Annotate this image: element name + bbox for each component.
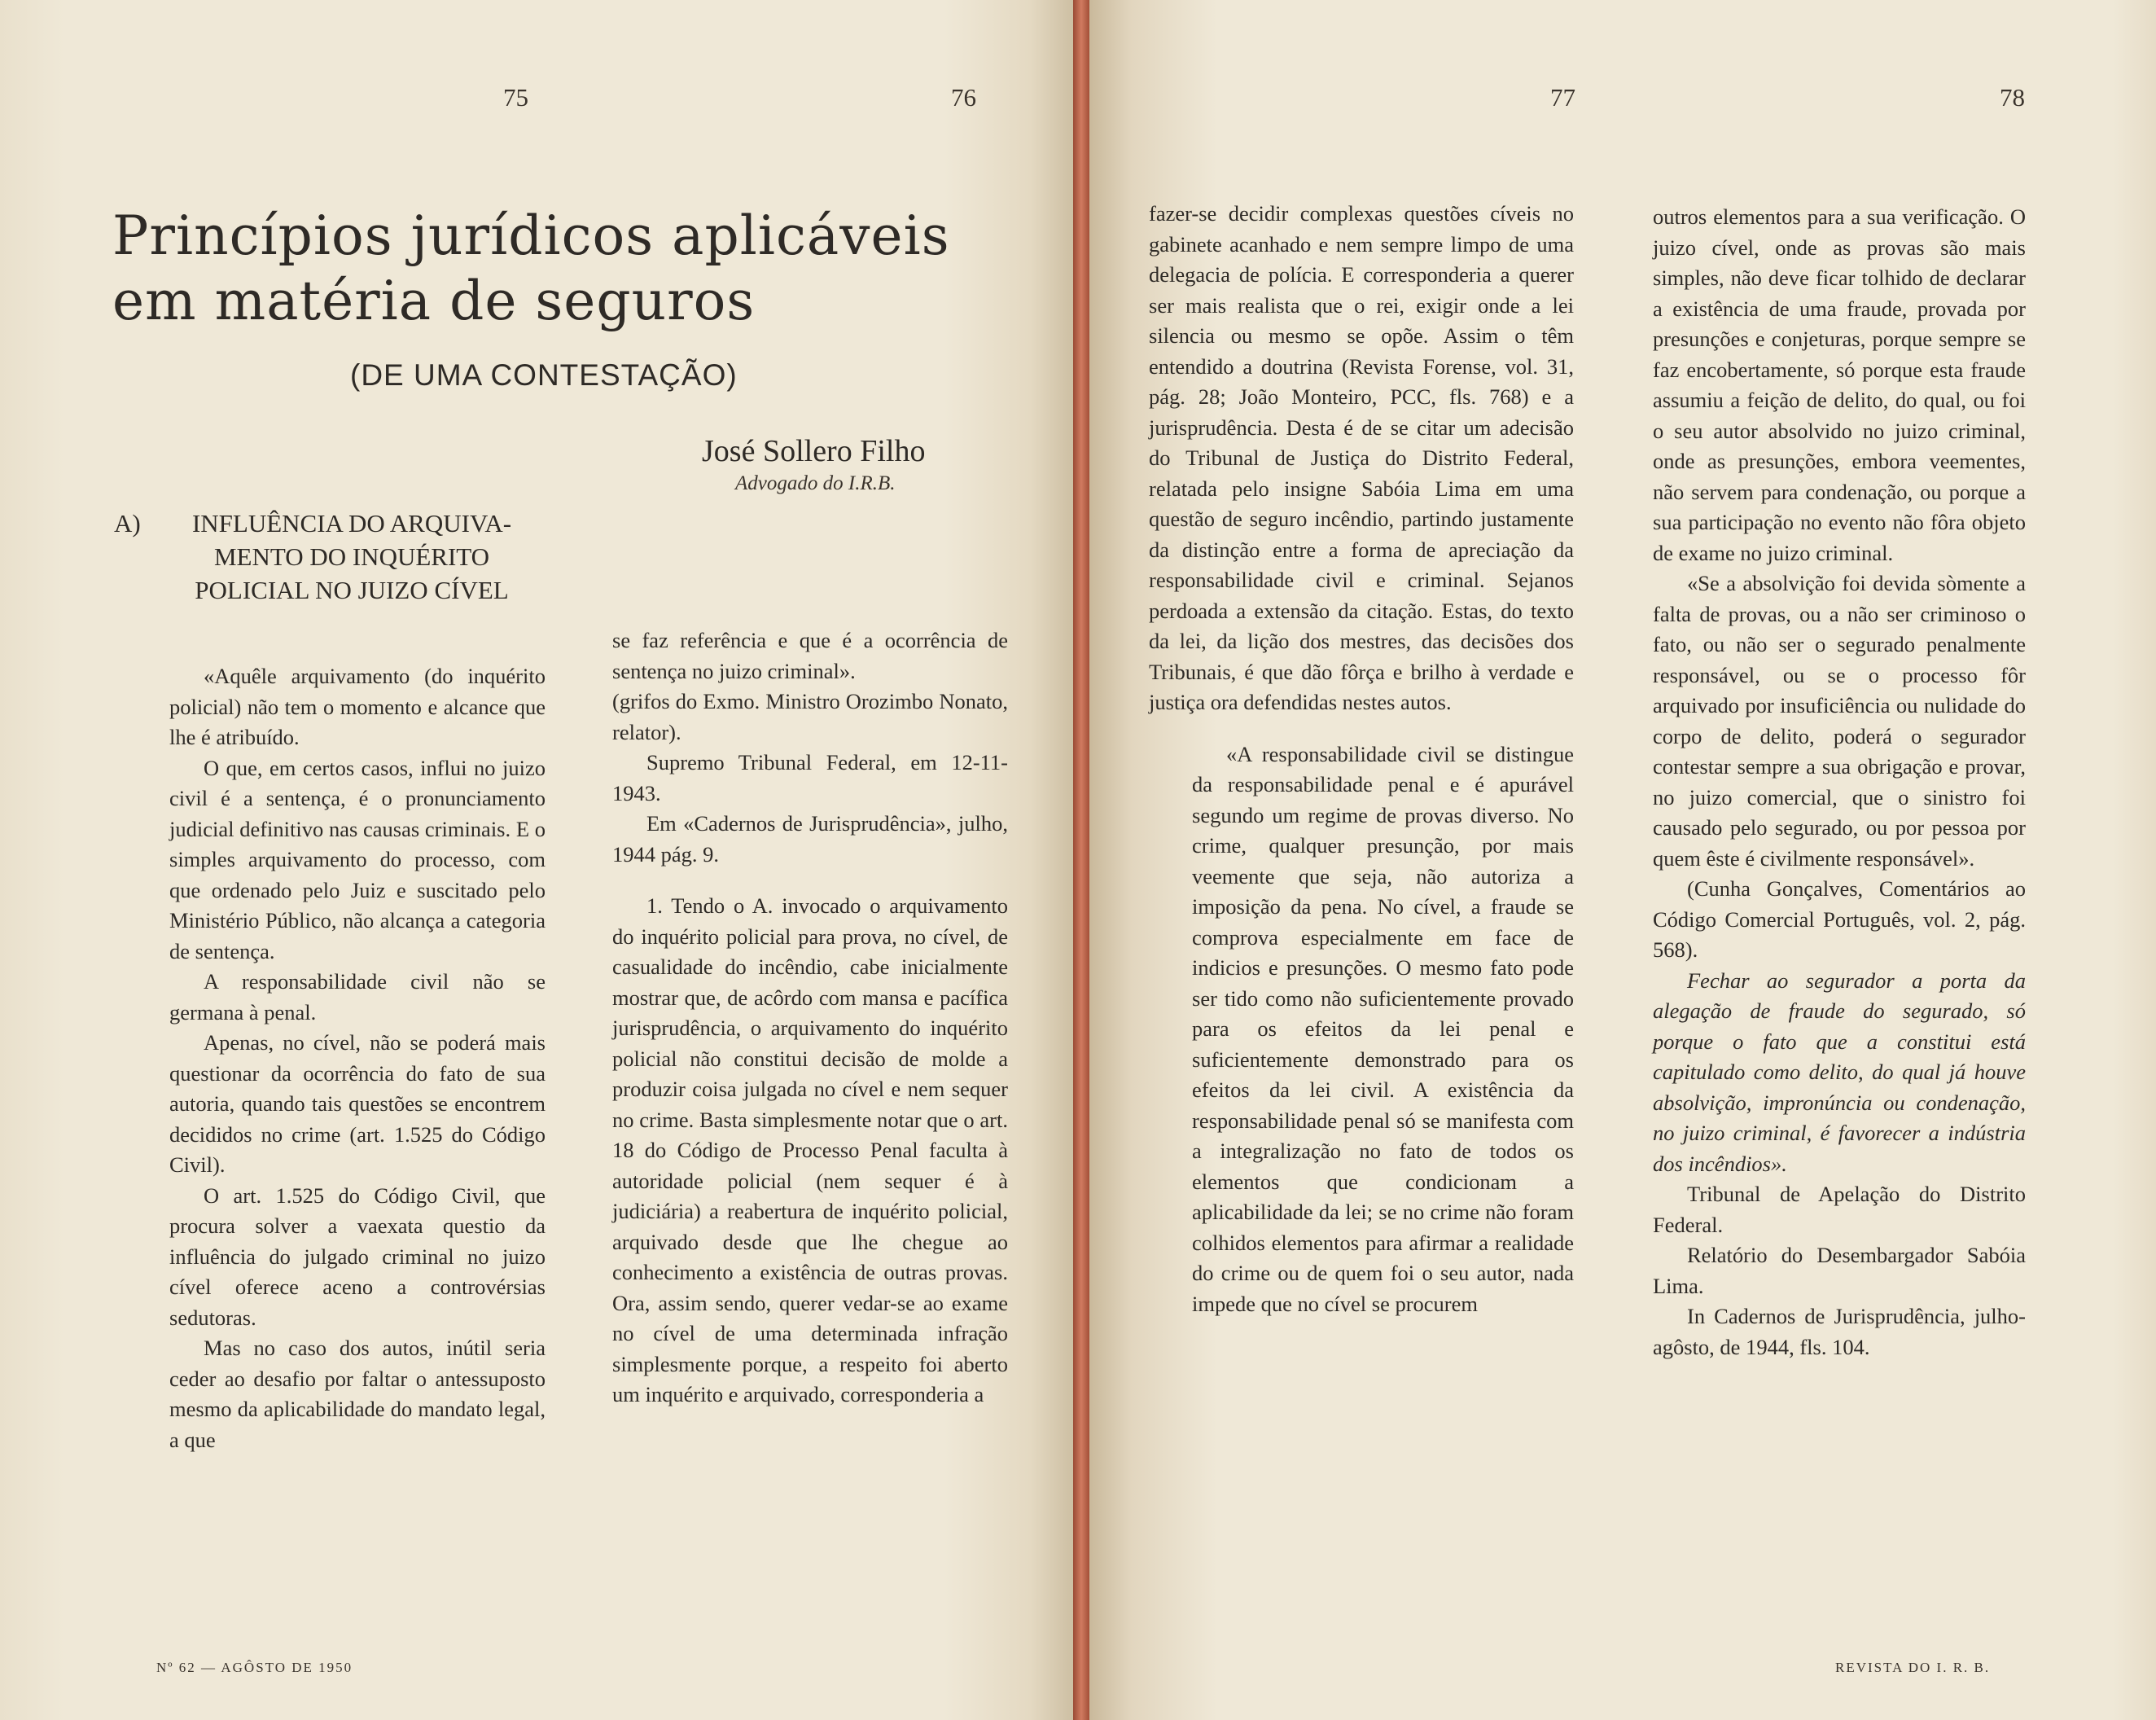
paragraph: O art. 1.525 do Código Civil, que procura solver a vaexata questio da influência do julgado criminal no juizo cível oferece aceno a controvérsias sedutoras. bbox=[169, 1182, 546, 1330]
section-label: A) bbox=[114, 509, 141, 538]
citation: Tribunal de Apelação do Distrito Federal. bbox=[1653, 1182, 2026, 1237]
paragraph: O que, em certos casos, influi no juizo civil é a sentença, é o pronunciamento judicial definitivo nas causas criminais. E o simples arquivamento do processo, com que ordenado pelo Juiz e suscitado pelo Ministério Público, não alcança a categoria de sentença. bbox=[169, 755, 546, 963]
paragraph: Apenas, no cível, não se poderá mais questionar da ocorrência do fato de sua autoria, quando tais questões se encontrem decididos no crime (art. 1.525 do Código Civil). bbox=[169, 1030, 546, 1177]
article-subtitle: (DE UMA CONTESTAÇÃO) bbox=[350, 358, 738, 392]
column-page-76 bbox=[612, 625, 1008, 1411]
paragraph: «Se a absolvição foi devida sòmente a falta de provas, ou a não ser criminoso o fato, ou não ser o segurado penalmente responsável, ou se o processo fôr arquivado por insuficiência ou nulidade do corpo de delito, poderá o segurador contestar sempre a sua obrigação e provar, no juizo comercial, que o sinistro foi causado pelo segurado, ou por pessoa por quem êste é civilmente responsável». bbox=[1653, 571, 2026, 871]
author-name: José Sollero Filho bbox=[702, 434, 926, 468]
author-role: Advogado do I.R.B. bbox=[735, 472, 896, 494]
paragraph: Mas no caso dos autos, inútil seria ceder ao desafio por faltar o antessuposto mesmo da aplicabilidade do mandato legal, a que bbox=[169, 1336, 546, 1452]
article-title bbox=[112, 204, 950, 334]
paragraph: outros elementos para a sua verificação. O juizo cível, onde as provas são mais simples, não deve ficar tolhido de declarar a existência de uma fraude, provada por presunções e conjeturas, porque sempre se faz encobertamente, só porque esta fraude assumiu a feição de delito, do qual, ou foi o seu autor absolvido no juizo criminal, onde as presunções, embora veementes, não servem para condenação, ou porque a sua participação no evento não fôra objeto de exame no juizo criminal. bbox=[1653, 204, 2026, 565]
column-page-77 bbox=[1149, 199, 1574, 1319]
page-number-76: 76 bbox=[951, 83, 976, 112]
citation: Relatório do Desembargador Sabóia Lima. bbox=[1653, 1243, 2026, 1298]
title-line-2: em matéria de seguros bbox=[112, 270, 756, 332]
paragraph: «Aquêle arquivamento (do inquérito policial) não tem o momento e alcance que lhe é atribuído. bbox=[169, 664, 546, 749]
paragraph: Supremo Tribunal Federal, em 12-11-1943. bbox=[612, 750, 1008, 805]
footer-journal: REVISTA DO I. R. B. bbox=[1835, 1660, 1991, 1675]
paragraph: A responsabilidade civil não se germana à penal. bbox=[169, 969, 546, 1025]
section-heading-text: INFLUÊNCIA DO ARQUIVA-MENTO DO INQUÉRITO POLICIAL NO JUIZO CÍVEL bbox=[191, 509, 512, 604]
column-page-75 bbox=[169, 661, 546, 1455]
citation: In Cadernos de Jurisprudência, julho-agôsto, de 1944, fls. 104. bbox=[1653, 1304, 2026, 1359]
footer-issue: Nº 62 — AGÔSTO DE 1950 bbox=[156, 1660, 353, 1675]
paragraph: 1. Tendo o A. invocado o arquivamento do inquérito policial para prova, no cível, de casualidade do incêndio, cabe inicialmente mostrar que, de acôrdo com mansa e pacífica jurisprudência, o arquivamento do inquérito policial não constitui decisão de molde a produzir coisa julgada no cível e nem sequer no crime. Basta simplesmente notar que o art. 18 do Código de Processo Penal faculta à autoridade policial (nem sequer é à judiciária) a reabertura de inquérito policial, arquivado desde que lhe chegue ao conhecimento a existência de outras provas. Ora, assim sendo, querer vedar-se ao exame no cível de uma determinada infração simplesmente porque, a respeito foi aberto um inquérito e arquivado, corresponderia a bbox=[612, 893, 1008, 1406]
paragraph: (grifos do Exmo. Ministro Orozimbo Nonato, relator). bbox=[612, 689, 1008, 744]
citation: (Cunha Gonçalves, Comentários ao Código Comercial Português, vol. 2, pág. 568). bbox=[1653, 876, 2026, 962]
column-page-78 bbox=[1653, 202, 2026, 1362]
paragraph: fazer-se decidir complexas questões cíveis no gabinete acanhado e nem sempre limpo de uma delegacia de polícia. E corresponderia a querer ser mais realista que o rei, exigir onde a lei silencia ou mesmo se opõe. Assim o têm entendido a doutrina (Revista Forense, vol. 31, pág. 28; João Monteiro, PCC, fls. 768) e a jurisprudência. Desta é de se citar um adecisão do Tribunal de Justiça do Distrito Federal, relatada pelo insigne Sabóia Lima em uma questão de seguro incêndio, partindo justamente da distinção entre a forma de apreciação da responsabilidade civil e criminal. Sejanos perdoada a extensão da citação. Estas, do texto da lei, da lição dos mestres, das decisões dos Tribunais, é que dão fôrça e brilho à verdade e justiça ora defendidas nestes autos. bbox=[1149, 201, 1574, 714]
page-number-78: 78 bbox=[2000, 83, 2025, 112]
book-gutter bbox=[1073, 0, 1089, 1720]
paragraph: Fechar ao segurador a porta da alegação de fraude do segurado, só porque o fato que a constitui está capitulado como delito, do qual já houve absolvição, impronúncia ou condenação, no juizo criminal, é favorecer a indústria dos incêndios». bbox=[1653, 968, 2026, 1176]
quote-paragraph: «A responsabilidade civil se distingue da responsabilidade penal e é apurável segundo um regime de provas diverso. No crime, qualquer presunção, por mais veemente que seja, não autoriza a imposição da pena. No cível, a fraude se comprova especialmente em face de indicios e presunções. O mesmo fato pode ser tido como não suficientemente provado para os efeitos da lei penal e suficientemente demonstrado para os efeitos da lei civil. A existência da responsabilidade penal só se manifesta com a integralização no fato de todos os elementos que condicionam a aplicabilidade da lei; se no crime não foram colhidos elementos para afirmar a realidade do crime ou de quem foi o seu autor, nada impede que no cível se procurem bbox=[1192, 741, 1574, 1316]
page-number-75: 75 bbox=[503, 83, 528, 112]
paragraph: Em «Cadernos de Jurisprudência», julho, 1944 pág. 9. bbox=[612, 811, 1008, 867]
page-number-77: 77 bbox=[1550, 83, 1575, 112]
paragraph: se faz referência e que é a ocorrência de sentença no juizo criminal». bbox=[612, 628, 1008, 683]
title-line-1: Princípios jurídicos aplicáveis bbox=[112, 204, 950, 267]
left-page bbox=[0, 0, 1073, 1720]
